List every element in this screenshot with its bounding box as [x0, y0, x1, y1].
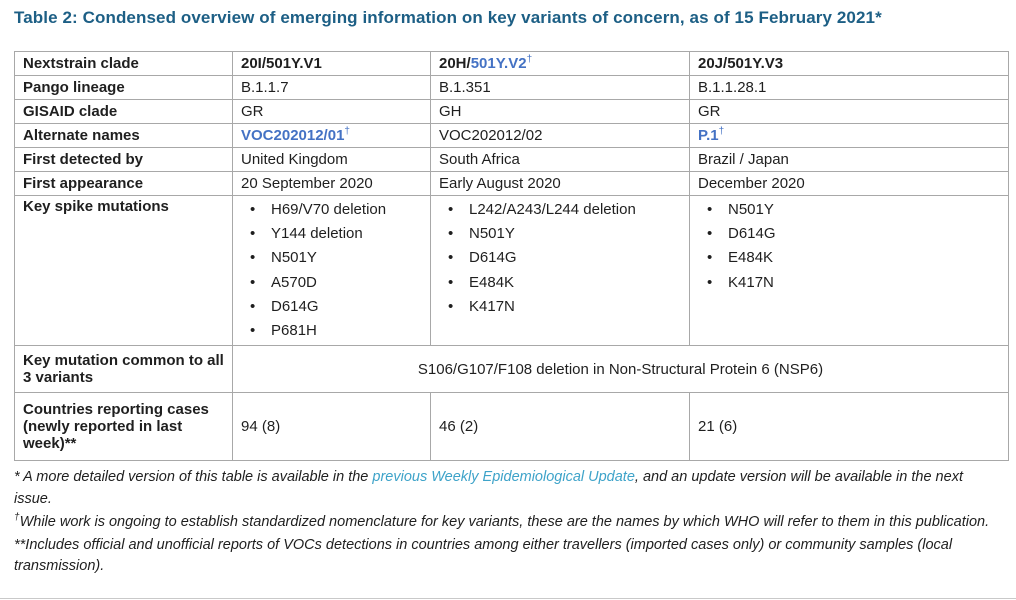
footnote-detailed-version [14, 467, 1002, 511]
table-row-pango-lineage [15, 76, 1009, 100]
table-row-gisaid-clade [15, 100, 1009, 124]
cell-mutations-v2 [431, 196, 690, 346]
variants-table [14, 51, 1009, 461]
mutation-list-v3 [698, 198, 1000, 295]
footnote-text: * A more detailed version of this table is available in the [14, 469, 373, 486]
row-label-first-appearance: First appearance [15, 172, 233, 196]
mutation-list-v2 [439, 198, 681, 319]
row-label-pango-lineage: Pango lineage [15, 76, 233, 100]
mutation-item: • E484K [698, 246, 1000, 270]
cell-common-mutation-value: S106/G107/F108 deletion in Non-Structural Protein 6 (NSP6) [233, 346, 1009, 393]
cell-pango-v2: B.1.351 [431, 76, 690, 100]
row-label-gisaid-clade: GISAID clade [15, 100, 233, 124]
mutation-item: • N501Y [439, 222, 681, 246]
mutation-item: • D614G [241, 295, 422, 319]
cell-nextstrain-v1: 20I/501Y.V1 [233, 52, 431, 76]
table-row-key-spike-mutations [15, 196, 1009, 346]
cell-countries-v2: 46 (2) [431, 393, 690, 461]
mutation-item: • D614G [439, 246, 681, 270]
mutation-item: • K417N [698, 271, 1000, 295]
mutation-item: • H69/V70 deletion [241, 198, 422, 222]
cell-pango-v3: B.1.1.28.1 [690, 76, 1009, 100]
dagger-mark: † [344, 126, 350, 137]
alternate-v3-name: P.1 [698, 127, 719, 144]
cell-gisaid-v1: GR [233, 100, 431, 124]
table-row-nextstrain-clade [15, 52, 1009, 76]
nextstrain-v2-name: 501Y.V2 [470, 55, 527, 72]
cell-nextstrain-v3: 20J/501Y.V3 [690, 52, 1009, 76]
mutation-item: • N501Y [698, 198, 1000, 222]
table-row-common-mutation [15, 346, 1009, 393]
row-label-key-spike-mutations: Key spike mutations [15, 196, 233, 346]
cell-appearance-v2: Early August 2020 [431, 172, 690, 196]
cell-nextstrain-v2 [431, 52, 690, 76]
footnote-nomenclature [14, 512, 1002, 534]
row-label-countries-reporting: Countries reporting cases (newly reported in last week)** [15, 393, 233, 461]
table-row-alternate-names [15, 124, 1009, 148]
mutation-item: • L242/A243/L244 deletion [439, 198, 681, 222]
row-label-first-detected: First detected by [15, 148, 233, 172]
cell-countries-v3: 21 (6) [690, 393, 1009, 461]
cell-detected-v1: United Kingdom [233, 148, 431, 172]
mutation-item: • A570D [241, 271, 422, 295]
mutation-list-v1 [241, 198, 422, 343]
page-title: Table 2: Condensed overview of emerging information on key variants of concern, as of 15 February 2021* [14, 8, 882, 27]
mutation-item: • K417N [439, 295, 681, 319]
cell-alternate-v1 [233, 124, 431, 148]
alternate-v1-name: VOC202012/01 [241, 127, 345, 144]
page-bottom-border [0, 598, 1016, 599]
footnote-reports [14, 535, 1002, 579]
dagger-mark: † [526, 54, 533, 65]
cell-appearance-v3: December 2020 [690, 172, 1009, 196]
footnote-text: **Includes official and unofficial reports of VOCs detections in countries among either travellers (imported cases only) or community samples (local transmission). [14, 536, 953, 575]
cell-appearance-v1: 20 September 2020 [233, 172, 431, 196]
table-row-first-appearance [15, 172, 1009, 196]
mutation-item: • Y144 deletion [241, 222, 422, 246]
cell-mutations-v1 [233, 196, 431, 346]
mutation-item: • E484K [439, 271, 681, 295]
footnote-text: , and an update version will be available in the next issue. [14, 469, 963, 508]
cell-detected-v2: South Africa [431, 148, 690, 172]
footnotes-section [14, 467, 1002, 578]
cell-detected-v3: Brazil / Japan [690, 148, 1009, 172]
dagger-mark: † [718, 126, 725, 137]
weekly-epidemiological-update-link[interactable]: previous Weekly Epidemiological Update [372, 469, 635, 486]
table-row-first-detected [15, 148, 1009, 172]
cell-countries-v1: 94 (8) [233, 393, 431, 461]
footnote-text: While work is ongoing to establish standardized nomenclature for key variants, these are the names by which WHO will refer to them in this publication. [19, 513, 990, 530]
table-row-countries-reporting [15, 393, 1009, 461]
cell-mutations-v3 [690, 196, 1009, 346]
row-label-common-mutation: Key mutation common to all 3 variants [15, 346, 233, 393]
dagger-mark: † [14, 511, 20, 523]
cell-pango-v1: B.1.1.7 [233, 76, 431, 100]
cell-gisaid-v2: GH [431, 100, 690, 124]
row-label-nextstrain-clade: Nextstrain clade [15, 52, 233, 76]
mutation-item: • P681H [241, 319, 422, 343]
mutation-item: • D614G [698, 222, 1000, 246]
cell-alternate-v3 [690, 124, 1009, 148]
cell-gisaid-v3: GR [690, 100, 1009, 124]
mutation-item: • N501Y [241, 246, 422, 270]
nextstrain-v2-prefix: 20H/ [439, 55, 471, 72]
row-label-alternate-names: Alternate names [15, 124, 233, 148]
cell-alternate-v2: VOC202012/02 [431, 124, 690, 148]
